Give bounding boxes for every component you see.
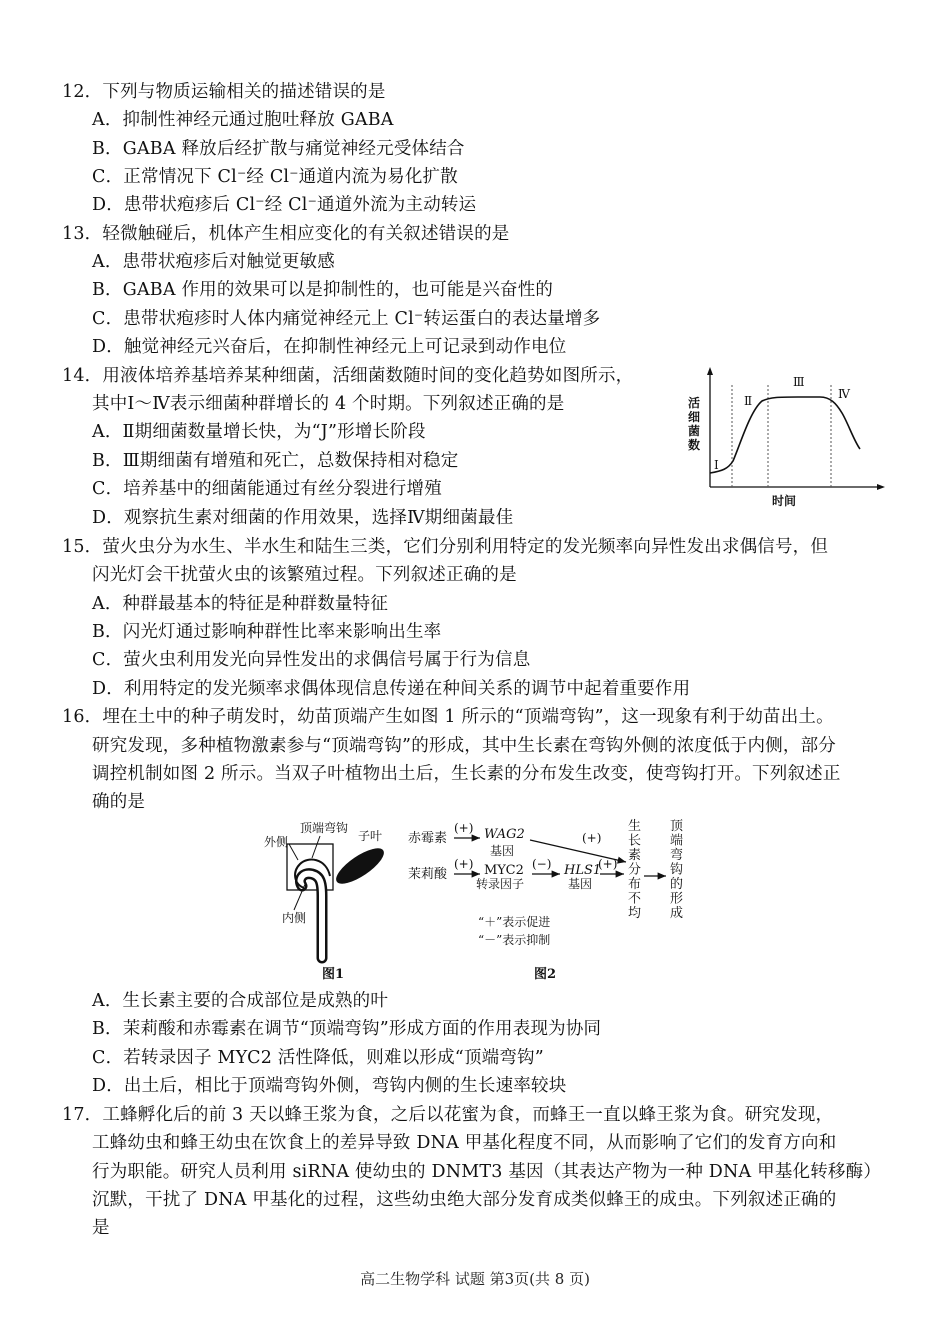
chart-y-arrow [707, 367, 713, 375]
question-16-stem-3: 调控机制如图 2 所示。当双子叶植物出土后，生长素的分布发生改变，使弯钩打开。下列叙述正 [92, 764, 841, 784]
hook-formation-label: 顶端弯钩的形成 [670, 819, 684, 921]
question-13-stem: 13．轻微触碰后，机体产生相应变化的有关叙述错误的是 [62, 224, 510, 244]
question-16-stem-1: 16．埋在土中的种子萌发时，幼苗顶端产生如图 1 所示的“顶端弯钩”，这一现象有利于幼苗出土。 [62, 707, 834, 727]
legend-plus: “＋”表示促进 [478, 915, 551, 929]
question-15-option-d: D．利用特定的发光频率求偶体现信息传递在种间关系的调节中起着重要作用 [92, 679, 691, 699]
figure-2-caption: 图2 [534, 967, 557, 982]
question-12-option-d: D．患带状疱疹后 Cl⁻经 Cl⁻通道外流为主动转运 [92, 195, 477, 215]
wag2-gene-label: 基因 [490, 844, 515, 858]
question-12-option-c: C．正常情况下 Cl⁻经 Cl⁻通道内流为易化扩散 [92, 167, 458, 187]
jasmonic-plus: (+) [454, 857, 474, 871]
question-14-stem-1: 14．用液体培养基培养某种细菌，活细菌数随时间的变化趋势如图所示， [62, 366, 634, 386]
question-15-option-a: A．种群最基本的特征是种群数量特征 [92, 594, 389, 614]
hook-pointer [312, 836, 320, 858]
question-17-stem-4: 沉默，干扰了 DNA 甲基化的过程，这些幼虫绝大部分发育成类似蜂王的成虫。下列叙述正确的 [92, 1190, 837, 1210]
hook-label: 顶端弯钩 [300, 821, 349, 835]
legend-minus: “－”表示抑制 [478, 933, 551, 947]
question-13-option-d: D．触觉神经元兴奋后，在抑制性神经元上可记录到动作电位 [92, 337, 567, 357]
auxin-uneven-label: 生长素分布不均 [628, 819, 642, 921]
question-15-option-b: B．闪光灯通过影响种群性比率来影响出生率 [92, 622, 442, 642]
question-12-stem: 12．下列与物质运输相关的描述错误的是 [62, 82, 386, 102]
question-12-option-b: B．GABA 释放后经扩散与痛觉神经元受体结合 [92, 139, 465, 159]
question-16-option-b: B．茉莉酸和赤霉素在调节“顶端弯钩”形成方面的作用表现为协同 [92, 1019, 602, 1039]
figure-1-caption: 图1 [322, 967, 345, 982]
wag2-label: WAG2 [484, 827, 525, 842]
question-16-stem-4: 确的是 [92, 792, 146, 812]
myc2-label: MYC2 [484, 863, 524, 878]
figure-2-regulation [404, 818, 694, 986]
myc2-minus: (−) [532, 857, 552, 871]
hls1-plus: (+) [598, 857, 618, 871]
hls1-gene-label: 基因 [568, 877, 593, 891]
chart-x-arrow [877, 484, 885, 490]
question-15-option-c: C．萤火虫利用发光向异性发出的求偶信号属于行为信息 [92, 650, 531, 670]
question-17-stem-3: 行为职能。研究人员利用 siRNA 使幼虫的 DNMT3 基因（其表达产物为一种 DNA 甲基化转移酶） [92, 1162, 882, 1182]
question-14-option-a: A．Ⅱ期细菌数量增长快，为“J”形增长阶段 [92, 422, 426, 442]
cotyledon [331, 842, 389, 890]
jasmonic-label: 茉莉酸 [408, 867, 448, 882]
question-16-option-d: D．出土后，相比于顶端弯钩外侧，弯钩内侧的生长速率较块 [92, 1076, 567, 1096]
question-16-option-a: A．生长素主要的合成部位是成熟的叶 [92, 991, 389, 1011]
question-17-stem-5: 是 [92, 1218, 110, 1238]
gibberellin-label: 赤霉素 [408, 831, 448, 846]
question-13-option-c: C．患带状疱疹时人体内痛觉神经元上 Cl⁻转运蛋白的表达量增多 [92, 309, 601, 329]
phase-4-label: Ⅳ [838, 387, 850, 401]
leaf-label: 子叶 [358, 829, 383, 843]
question-12-option-a: A．抑制性神经元通过胞吐释放 GABA [92, 110, 394, 130]
wag2-plus: (+) [582, 831, 602, 845]
question-14-stem-2: 其中Ⅰ～Ⅳ表示细菌种群增长的 4 个时期。下列叙述正确的是 [92, 394, 565, 414]
question-16-stem-2: 研究发现，多种植物激素参与“顶端弯钩”的形成，其中生长素在弯钩外侧的浓度低于内侧，部分 [92, 736, 836, 756]
question-15-stem-2: 闪光灯会干扰萤火虫的该繁殖过程。下列叙述正确的是 [92, 565, 517, 585]
question-14-option-d: D．观察抗生素对细菌的作用效果，选择Ⅳ期细菌最佳 [92, 508, 514, 528]
page-footer: 高二生物学科 试题 第3页(共 8 页) [360, 1270, 590, 1288]
chart-x-label: 时间 [772, 494, 797, 508]
question-17-stem-2: 工蜂幼虫和蜂王幼虫在饮食上的差异导致 DNA 甲基化程度不同，从而影响了它们的发育方向和 [92, 1133, 837, 1153]
outer-pointer [289, 844, 298, 860]
figure-1-apical-hook [262, 818, 402, 986]
question-14-option-c: C．培养基中的细菌能通过有丝分裂进行增殖 [92, 479, 442, 499]
bacteria-growth-chart [680, 365, 890, 515]
gibberellin-plus: (+) [454, 821, 474, 835]
phase-3-label: Ⅲ [793, 375, 805, 389]
question-17-stem-1: 17．工蜂孵化后的前 3 天以蜂王浆为食，之后以花蜜为食，而蜂王一直以蜂王浆为食。研究发现， [62, 1105, 834, 1125]
question-13-option-a: A．患带状疱疹后对触觉更敏感 [92, 252, 335, 272]
inner-label: 内侧 [282, 911, 307, 925]
myc2-tf-label: 转录因子 [476, 877, 525, 891]
phase-2-label: Ⅱ [744, 394, 753, 408]
outer-label: 外侧 [264, 835, 289, 849]
chart-y-label: 活 细 菌 数 [688, 396, 701, 452]
phase-1-label: I [714, 458, 719, 472]
question-16-option-c: C．若转录因子 MYC2 活性降低，则难以形成“顶端弯钩” [92, 1048, 544, 1068]
question-15-stem-1: 15．萤火虫分为水生、半水生和陆生三类，它们分别利用特定的发光频率向异性发出求偶信号，但 [62, 537, 829, 557]
question-14-option-b: B．Ⅲ期细菌有增殖和死亡，总数保持相对稳定 [92, 451, 459, 471]
question-13-option-b: B．GABA 作用的效果可以是抑制性的，也可能是兴奋性的 [92, 280, 554, 300]
hls1-label: HLS1 [564, 863, 602, 878]
